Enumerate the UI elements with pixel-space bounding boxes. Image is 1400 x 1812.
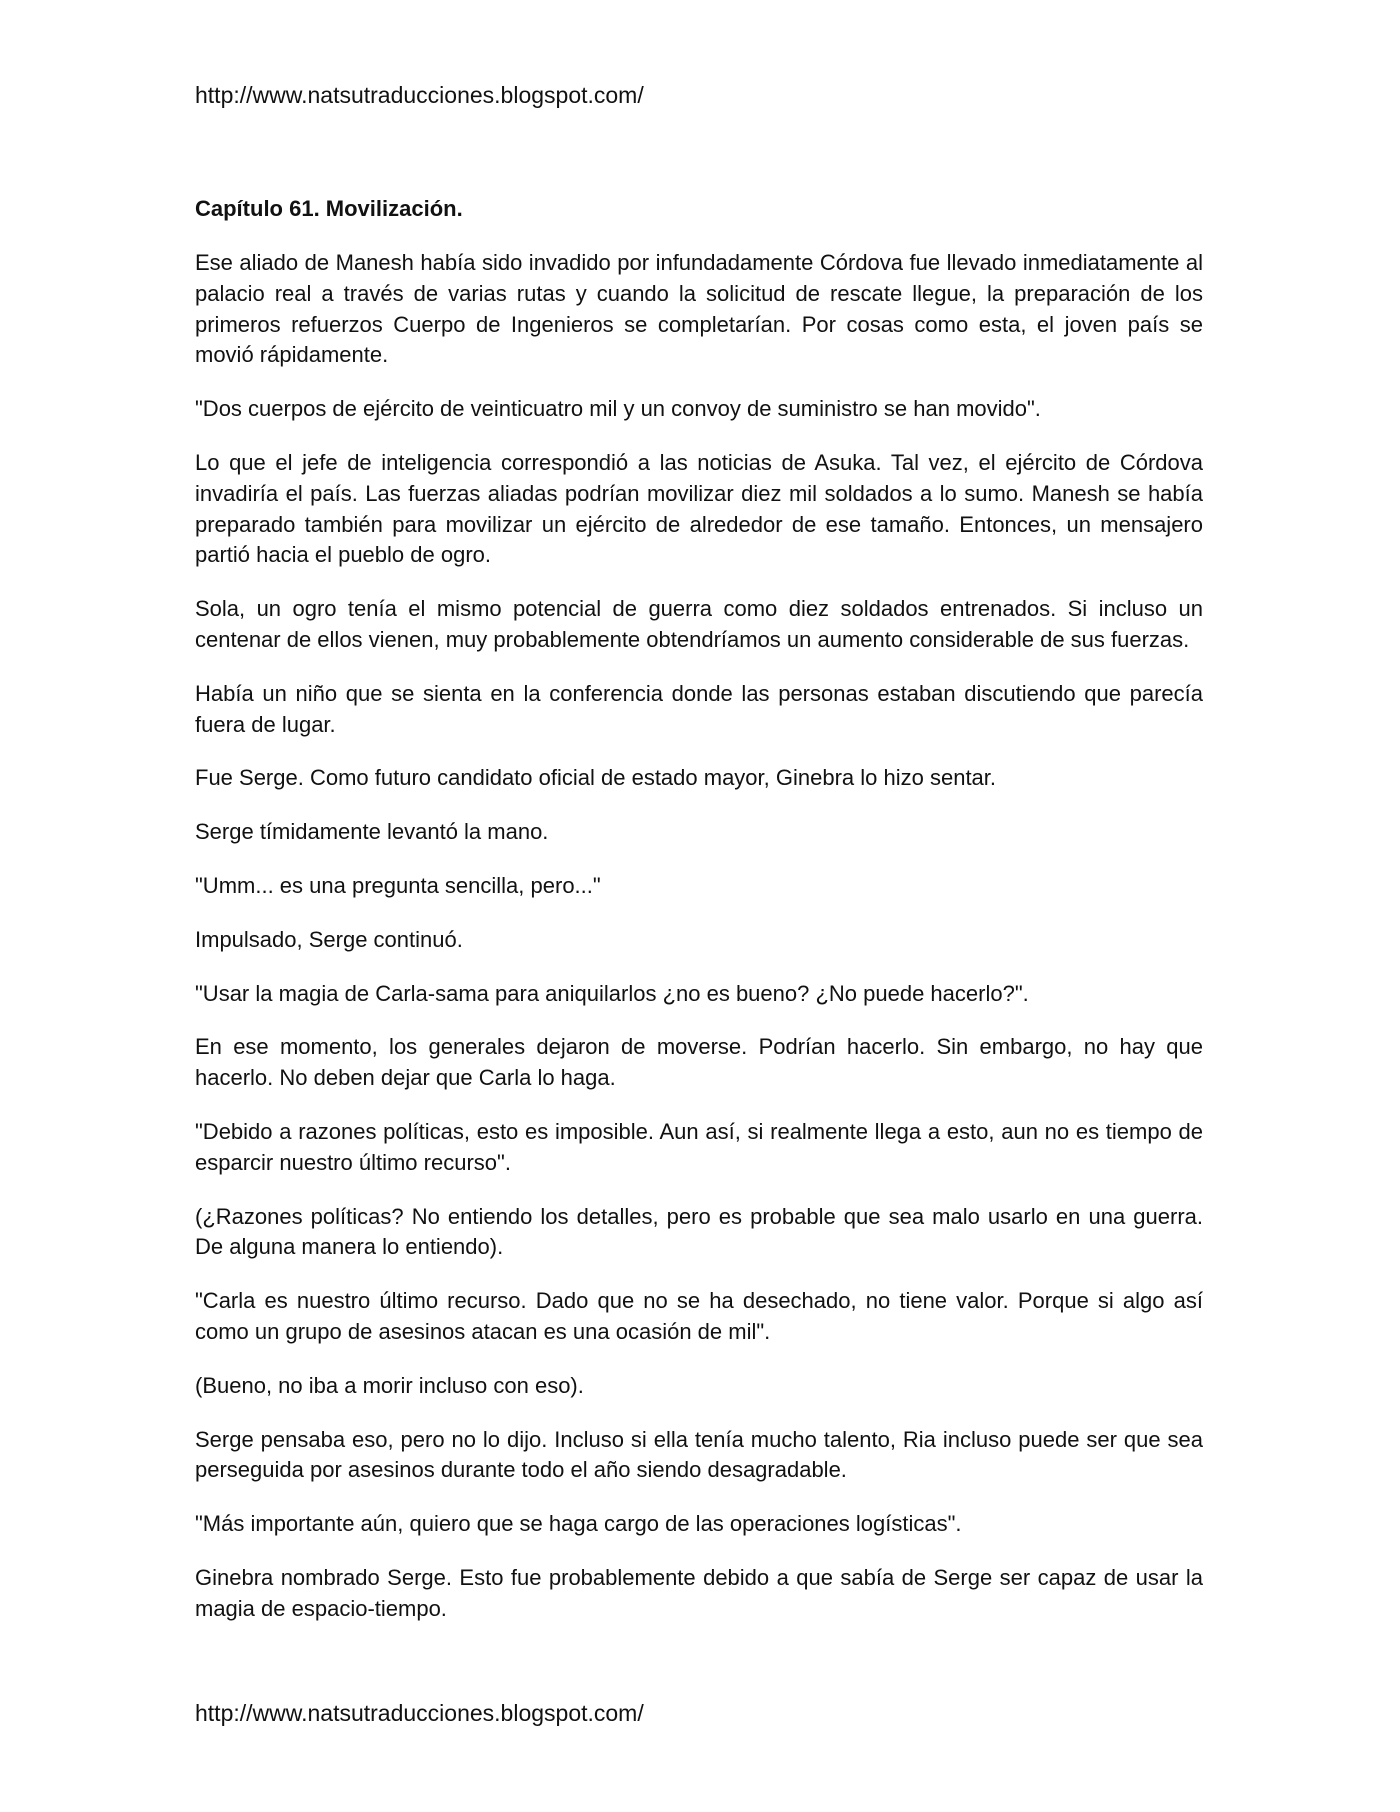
paragraph: Lo que el jefe de inteligencia correspondió a las noticias de Asuka. Tal vez, el ejército de Córdova invadiría el país. Las fuerzas aliadas podrían movilizar diez mil soldados a lo sumo. Manesh se había preparado también para movilizar un ejército de alrededor de ese tamaño. Entonces, un mensajero partió hacia el pueblo de ogro. <box>195 449 1203 568</box>
paragraph: Fue Serge. Como futuro candidato oficial de estado mayor, Ginebra lo hizo sentar. <box>195 765 997 791</box>
paragraph: En ese momento, los generales dejaron de moverse. Podrían hacerlo. Sin embargo, no hay que hacerlo. No deben dejar que Carla lo haga. <box>195 1034 1203 1091</box>
paragraph: Serge tímidamente levantó la mano. <box>195 819 549 845</box>
paragraph: Serge pensaba eso, pero no lo dijo. Incluso si ella tenía mucho talento, Ria incluso puede ser que sea perseguida por asesinos durante todo el año siendo desagradable. <box>195 1426 1203 1483</box>
paragraph: Impulsado, Serge continuó. <box>195 926 463 952</box>
paragraph: "Más importante aún, quiero que se haga cargo de las operaciones logísticas". <box>195 1511 962 1537</box>
paragraph: "Debido a razones políticas, esto es imposible. Aun así, si realmente llega a esto, aun no es tiempo de esparcir nuestro último recurso". <box>195 1118 1203 1175</box>
paragraph: Había un niño que se sienta en la conferencia donde las personas estaban discutiendo que parecía fuera de lugar. <box>195 680 1203 737</box>
paragraph: "Umm... es una pregunta sencilla, pero..." <box>195 872 601 898</box>
paragraph: "Dos cuerpos de ejército de veinticuatro mil y un convoy de suministro se han movido". <box>195 396 1041 422</box>
paragraph: "Carla es nuestro último recurso. Dado que no se ha desechado, no tiene valor. Porque si algo así como un grupo de asesinos atacan es una ocasión de mil". <box>195 1288 1203 1344</box>
paragraph: Ese aliado de Manesh había sido invadido por infundadamente Córdova fue llevado inmediatamente al palacio real a través de varias rutas y cuando la solicitud de rescate llegue, la preparación de los primeros refuerzos Cuerpo de Ingenieros se completarían. Por cosas como esta, el joven país se movió rápidamente. <box>195 250 1203 368</box>
paragraph: (¿Razones políticas? No entiendo los detalles, pero es probable que sea malo usarlo en una guerra. De alguna manera lo entiendo). <box>195 1203 1203 1260</box>
header-url: http://www.natsutraducciones.blogspot.com/ <box>195 82 644 108</box>
paragraph: (Bueno, no iba a morir incluso con eso). <box>195 1372 584 1398</box>
page-content <box>195 80 1203 1648</box>
paragraph: Sola, un ogro tenía el mismo potencial de guerra como diez soldados entrenados. Si incluso un centenar de ellos vienen, muy probablemente obtendríamos un aumento considerable de sus fuerzas. <box>195 596 1203 652</box>
footer-url: http://www.natsutraducciones.blogspot.com/ <box>195 1700 644 1726</box>
paragraph: "Usar la magia de Carla-sama para aniquilarlos ¿no es bueno? ¿No puede hacerlo?". <box>195 980 1029 1006</box>
chapter-title: Capítulo 61. Movilización. <box>195 196 463 221</box>
paragraph: Ginebra nombrado Serge. Esto fue probablemente debido a que sabía de Serge ser capaz de usar la magia de espacio-tiempo. <box>195 1564 1203 1621</box>
